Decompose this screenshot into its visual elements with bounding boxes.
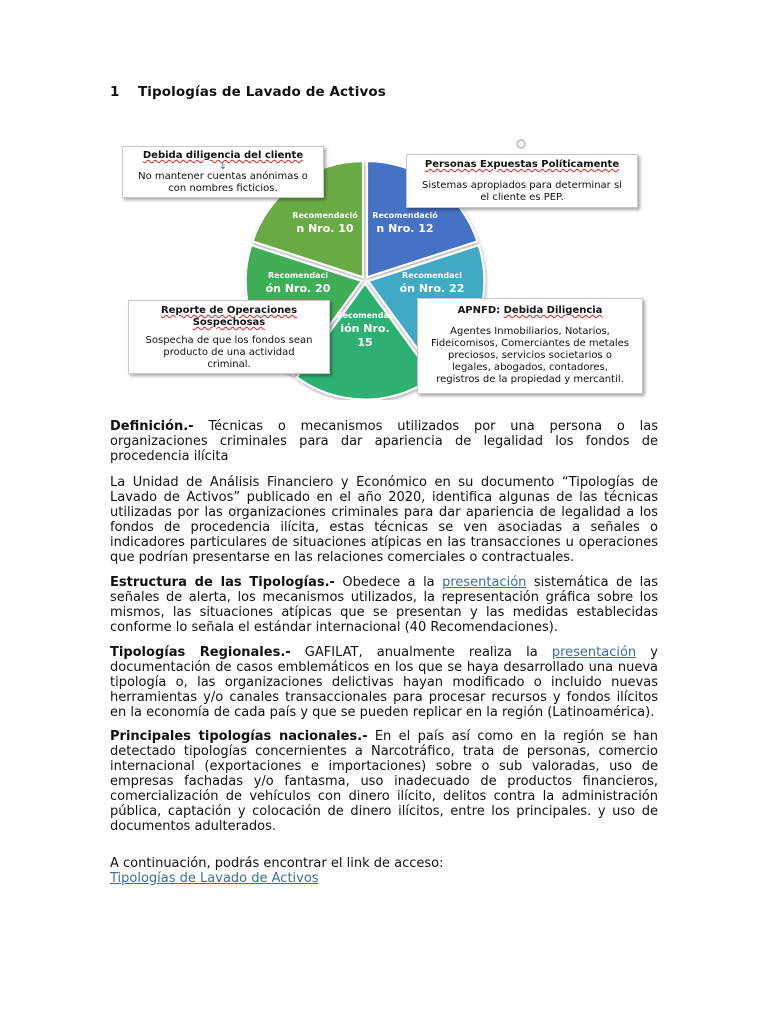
recommendations-diagram [110,138,660,400]
estructura-paragraph [110,575,658,635]
callout-pep [406,154,638,208]
regionales-before: GAFILAT, anualmente realiza la [290,645,552,660]
pie-label-rec10 [292,210,358,235]
regionales-paragraph [110,645,658,720]
nacionales-text: En el país así como en la región se han detectado tipologías concernientes a Narcotráfico, trata de personas, comercio internacional (exportaciones e importaciones) sobre o sub valoradas, uso de empresas fachadas y/o fantasma, uso inadecuado de productos financieros, comercialización de vehículos con dinero ilícito, delitos contra la administración pública, captación y colocación de dinero ilícitos, entre los principales. y uso de documentos adulterados. [110,729,658,834]
section-number: 1 [110,84,120,100]
callout-title-prefix: APNFD: [457,305,504,316]
regionales-label: Tipologías Regionales.- [110,645,291,660]
pie-label-line: Recomendació [372,211,438,220]
callout-line: registros de la propiedad y mercantil. [436,374,624,385]
callout-line: Sospecha de que los fondos sean [145,335,313,346]
pie-label-line: n Nro. 10 [296,222,354,235]
section-title: Tipologías de Lavado de Activos [138,84,386,100]
pie-label-line: ón Nro. 20 [265,282,331,295]
estructura-before: Obedece a la [334,575,443,590]
callout-line: el cliente es PEP. [480,192,564,203]
uaf-text: La Unidad de Análisis Financiero y Económico en su documento “Tipologías de Lavado de Activos” publicado en el año 2020, identifica algunas de las técnicas utilizadas por las organizaciones criminales para dar apariencia de legalidad a los fondos de procedencia ilícita, estas técnicas se ven asociadas a señales o indicadores particulares de situaciones atípicas en las transacciones u operaciones que podrían presentarse en las relaciones comerciales o contractuales. [110,475,658,565]
callout-title [422,305,638,317]
callout-line: Sistemas apropiados para determinar si [422,180,622,191]
callout-line: legales, abogados, contadores, [452,362,608,373]
acceso-paragraph [110,856,658,886]
pie-label-line: Recomendac [336,311,394,320]
definition-paragraph [110,419,658,464]
nacionales-label: Principales tipologías nacionales.- [110,729,368,744]
pie-label-line: Recomendaci [268,271,328,280]
callout-debida-diligencia [122,146,324,198]
pie-label-line: Recomendació [292,211,358,220]
pie-label-line: n Nro. 12 [376,222,434,235]
callout-line: criminal. [207,359,251,370]
pie-label-rec20 [266,271,331,295]
uaf-paragraph [110,475,658,565]
pie-label-line: 15 [357,336,373,349]
callout-line: con nombres ficticios. [168,183,278,194]
presentacion-link[interactable]: presentación [551,645,637,660]
callout-title: Sospechosas [192,317,266,328]
callout-reporte [128,300,330,374]
arrow-down-icon: ↓ [218,161,228,172]
pie-label-rec22 [400,271,465,295]
callout-line: Agentes Inmobiliarios, Notarios, [450,326,610,337]
callout-title: Personas Expuestas Políticamente [424,159,620,170]
callout-apnfd [417,298,643,394]
regionales-after: y documentación de casos emblemáticos en los que se haya desarrollado una nueva tipología o, las organizaciones delictivas hayan modificado o incluido nuevas herramientas y/o canales transaccionales para procesar recursos y fondos ilícitos en la economía de cada país y que se pueden replicar en la región (Latinoamérica). [110,645,658,720]
section-heading [110,84,386,100]
handle-icon [517,140,525,148]
pie-label-line: ón Nro. 22 [399,282,465,295]
callout-title: Debida diligencia del cliente [142,150,304,161]
pie-label-line: Recomendaci [402,271,462,280]
definition-label: Definición.- [110,419,194,434]
tipologias-link[interactable]: Tipologías de Lavado de Activos [110,871,319,886]
estructura-after: sistemática de las señales de alerta, los mecanismos utilizados, la representación gráfica sobre los mismos, las situaciones atípicas que se presentan y las medidas establecidas conforme lo señala el estándar internacional (40 Recomendaciones). [110,575,658,635]
presentacion-link[interactable]: presentación [442,575,527,590]
acceso-text: A continuación, podrás encontrar el link de acceso: [110,856,444,871]
callout-title-main: Debida Diligencia [503,305,603,316]
estructura-label: Estructura de las Tipologías.- [110,575,335,590]
callout-line: producto de una actividad [163,347,295,358]
callout-title: Reporte de Operaciones [160,305,298,316]
pie-label-rec12 [372,210,438,235]
callout-line: No mantener cuentas anónimas o [138,171,308,182]
callout-line: Fideicomisos, Comerciantes de metales [431,338,629,349]
definition-text: Técnicas o mecanismos utilizados por una persona o las organizaciones criminales para dar apariencia de legalidad los fondos de procedencia ilícita [110,419,658,464]
callout-line: preciosos, servicios societarios o [448,350,612,361]
pie-label-line: ión Nro. [340,322,390,335]
nacionales-paragraph [110,729,658,834]
